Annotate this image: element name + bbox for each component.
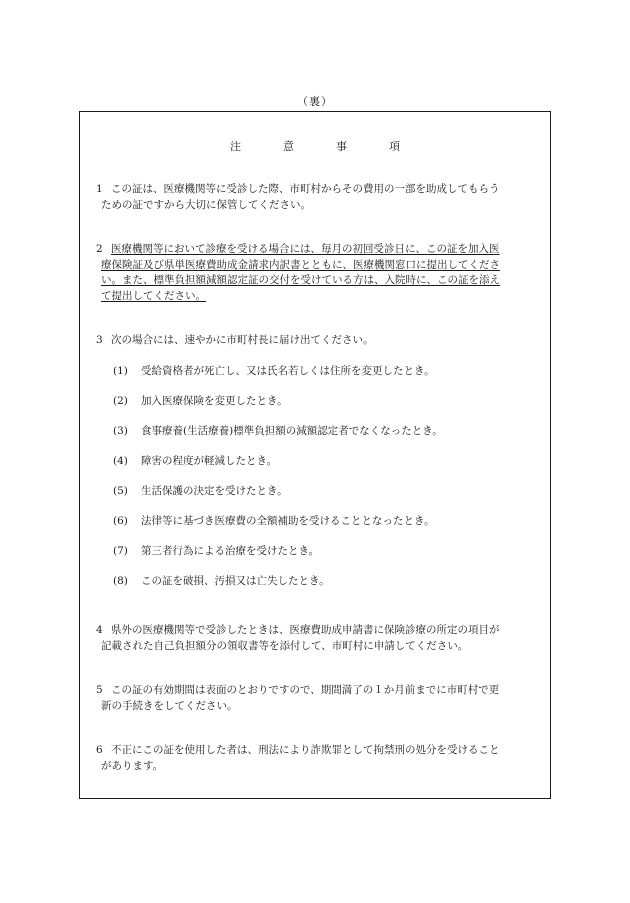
title-char: 注 — [230, 140, 241, 153]
section-line: 記載された自己負担額分の領収書等を添付して、市町村に申請してください。 — [101, 639, 469, 652]
section-line: があります。 — [101, 759, 164, 772]
section-line: ための証ですから大切に保管してください。 — [101, 198, 311, 211]
list-item — [113, 484, 533, 499]
section-text: 県外の医療機関等で受診したときは、医療費助成申請書に保険診療の所定の項目が — [111, 624, 500, 636]
page-side-label: （裏） — [297, 95, 333, 108]
item-number: (1) — [113, 365, 128, 377]
item-text: 生活保護の決定を受けたとき。 — [141, 485, 288, 497]
section-line: い。また、標準負担額減額認定証の交付を受けている方は、入院時に、この証を添え — [101, 274, 500, 286]
item-number: (6) — [113, 515, 128, 527]
list-item — [113, 364, 533, 379]
list-item — [113, 514, 533, 529]
item-text: 食事療養(生活療養)標準負担額の減額認定者でなくなったとき。 — [141, 425, 443, 437]
title-char: 事 — [336, 140, 347, 153]
item-text: この証を破損、汚損又は亡失したとき。 — [141, 575, 330, 587]
section-line — [96, 333, 532, 349]
list-item — [113, 454, 533, 469]
item-number: (7) — [113, 545, 128, 557]
list-item — [113, 394, 533, 409]
section-line: 新の手続きをしてください。 — [101, 699, 238, 712]
item-number: (5) — [113, 485, 128, 497]
item-number: (2) — [113, 395, 128, 407]
section-text: 次の場合には、速やかに市町村長に届け出てください。 — [111, 334, 374, 346]
notice-section-3 — [96, 333, 532, 349]
section-number: 3 — [96, 334, 103, 346]
item-text: 第三者行為による治療を受けたとき。 — [141, 545, 320, 557]
section-line — [96, 623, 532, 639]
notice-section-2 — [96, 242, 532, 304]
item-text: 障害の程度が軽減したとき。 — [141, 455, 278, 467]
section-line — [96, 242, 532, 258]
section-text: 不正にこの証を使用した者は、刑法により詐欺罪として拘禁刑の処分を受けること — [111, 744, 500, 756]
section-line — [96, 683, 532, 699]
list-item — [113, 424, 533, 439]
item-number: (8) — [113, 575, 128, 587]
section-number: 2 — [96, 243, 103, 255]
section-text: この証は、医療機関等に受診した際、市町村からその費用の一部を助成してもらう — [111, 183, 500, 195]
section-number: 4 — [96, 624, 103, 636]
item-text: 法律等に基づき医療費の全額補助を受けることとなったとき。 — [141, 515, 435, 527]
section-text: この証の有効期間は表面のとおりですので、期間満了の１か月前までに市町村で更 — [111, 684, 500, 696]
item-number: (4) — [113, 455, 128, 467]
notice-title — [80, 138, 550, 154]
list-item — [113, 544, 533, 559]
item-text: 加入医療保険を変更したとき。 — [141, 395, 288, 407]
section-number: 1 — [96, 183, 103, 195]
section-line — [96, 743, 532, 759]
list-item — [113, 574, 533, 589]
notice-section-1 — [96, 182, 532, 213]
title-char: 意 — [283, 140, 294, 153]
notice-box — [79, 111, 551, 799]
section-line: 療保険証及び県単医療費助成金請求内訳書とともに、医療機関窓口に提出してくださ — [101, 258, 500, 271]
section-number: 5 — [96, 684, 103, 696]
title-char: 項 — [389, 140, 400, 153]
item-number: (3) — [113, 425, 128, 437]
notice-section-6 — [96, 743, 532, 774]
section-line: て提出してください。 — [101, 289, 206, 302]
section-text: 医療機関等において診療を受ける場合には、毎月の初回受診日に、この証を加入医 — [111, 243, 500, 255]
section-number: 6 — [96, 744, 103, 756]
notice-section-5 — [96, 683, 532, 714]
section-line — [96, 182, 532, 198]
notice-section-4 — [96, 623, 532, 654]
item-text: 受給資格者が死亡し、又は氏名若しくは住所を変更したとき。 — [141, 365, 435, 377]
